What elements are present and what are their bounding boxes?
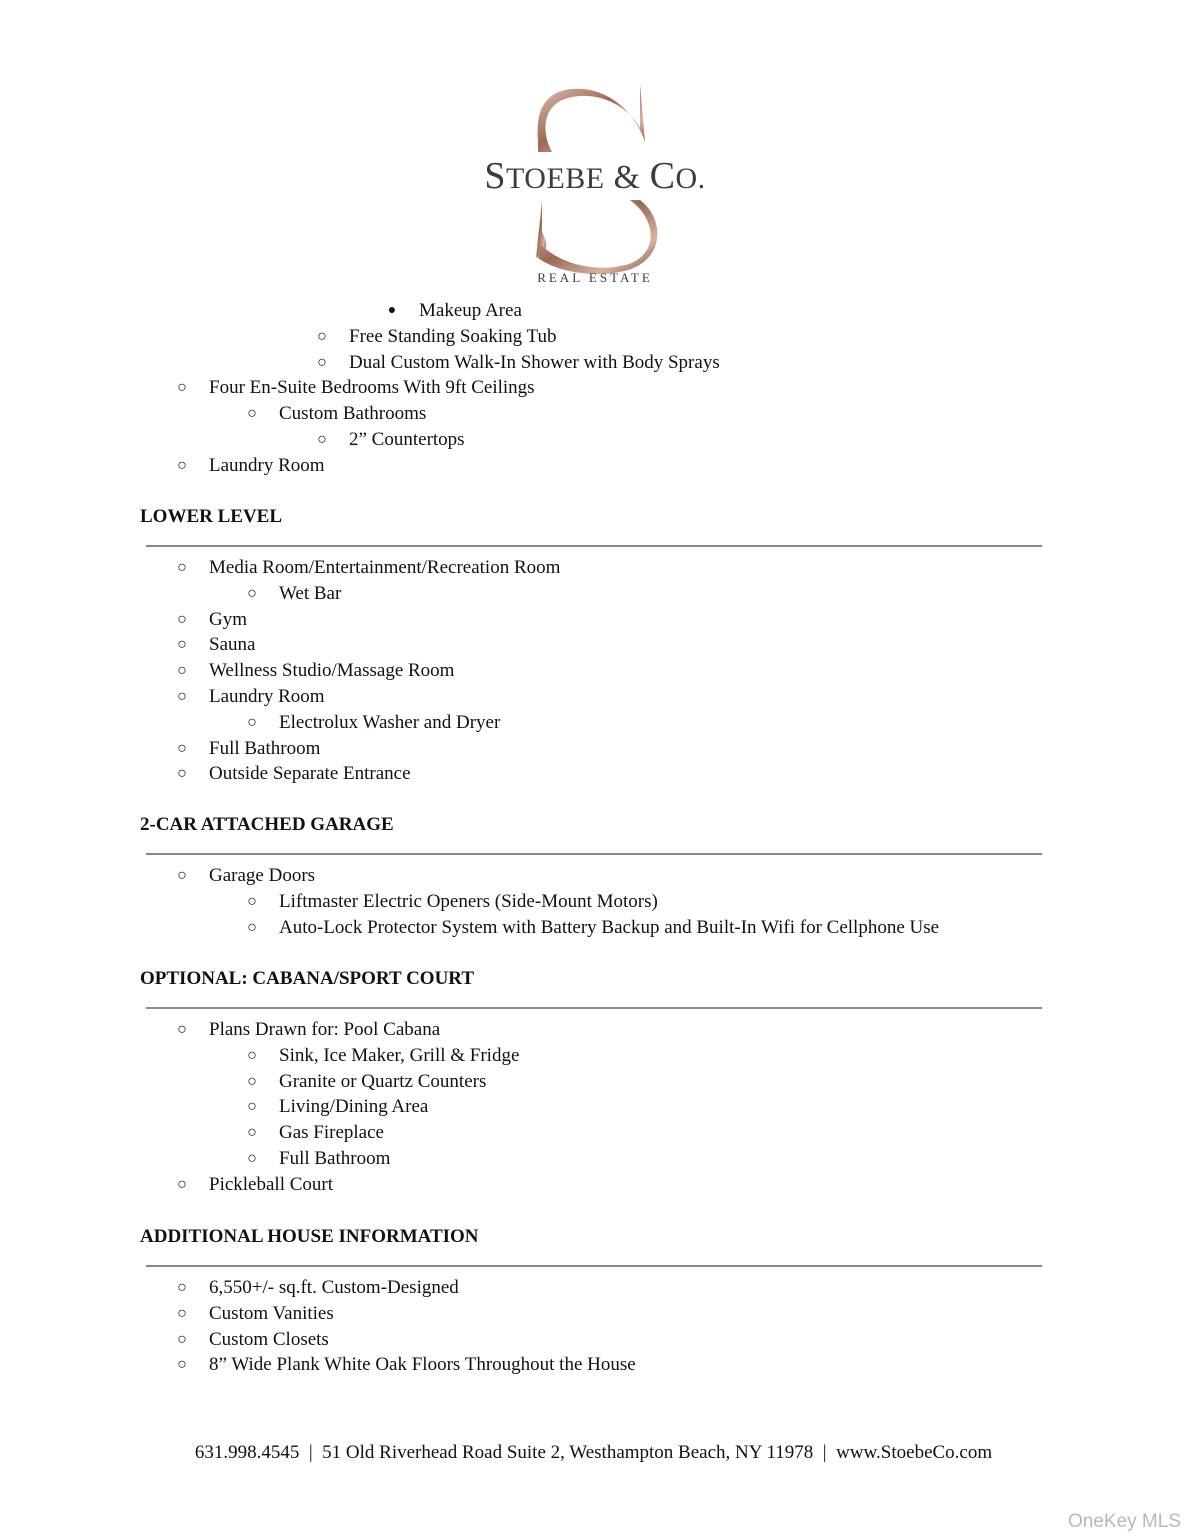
- list-item: Makeup Area: [419, 300, 522, 321]
- list-bullet: ○: [247, 584, 257, 602]
- list-bullet: ○: [177, 559, 187, 576]
- list-bullet: ○: [177, 1021, 187, 1038]
- list-bullet: ○: [247, 918, 257, 936]
- list-item: Laundry Room: [209, 686, 325, 707]
- list-item: Gym: [209, 608, 247, 630]
- contact-footer: 631.998.4545 | 51 Old Riverhead Road Suite 2, Westhampton Beach, NY 11978 | www.StoebeCo.com: [194, 1442, 993, 1463]
- list-item: Wet Bar: [279, 582, 342, 604]
- mls-watermark: OneKey MLS: [1068, 1511, 1181, 1532]
- list-bullet: ○: [317, 431, 327, 448]
- list-bullet: ○: [177, 1279, 187, 1296]
- list-item: Full Bathroom: [279, 1148, 391, 1169]
- list-bullet: ○: [177, 739, 187, 757]
- list-item: Granite or Quartz Counters: [279, 1070, 487, 1092]
- list-bullet: ○: [247, 1072, 257, 1090]
- list-bullet: ○: [177, 688, 187, 705]
- section-heading: 2-CAR ATTACHED GARAGE: [140, 814, 394, 835]
- list-item: Sauna: [209, 634, 256, 656]
- list-bullet: ○: [247, 1150, 257, 1167]
- company-logo: [480, 72, 710, 292]
- list-bullet: ○: [247, 405, 257, 423]
- list-item: Full Bathroom: [209, 737, 321, 759]
- list-item: Custom Vanities: [209, 1302, 334, 1324]
- list-item: Sink, Ice Maker, Grill & Fridge: [279, 1044, 520, 1066]
- list-bullet: ○: [317, 327, 327, 345]
- list-item: Dual Custom Walk-In Shower with Body Sprays: [349, 351, 720, 373]
- list-item: Garage Doors: [209, 865, 316, 886]
- list-bullet: ○: [177, 867, 187, 884]
- list-item: Gas Fireplace: [279, 1122, 384, 1144]
- list-item: Plans Drawn for: Pool Cabana: [209, 1019, 441, 1040]
- section-divider: [146, 1007, 1042, 1009]
- logo-wordmark: STOEBE & CO.: [484, 155, 706, 197]
- list-bullet: ○: [177, 610, 187, 628]
- list-bullet: ○: [177, 765, 187, 783]
- section-heading: LOWER LEVEL: [140, 506, 283, 527]
- list-item: Outside Separate Entrance: [209, 763, 411, 785]
- list-bullet: ○: [247, 713, 257, 731]
- section-heading: ADDITIONAL HOUSE INFORMATION: [140, 1226, 479, 1247]
- list-item: Free Standing Soaking Tub: [349, 325, 557, 347]
- list-item: Custom Bathrooms: [279, 403, 427, 425]
- list-bullet: ○: [247, 1046, 257, 1064]
- list-bullet: ●: [387, 303, 397, 318]
- list-bullet: ○: [177, 1330, 187, 1348]
- list-item: Four En-Suite Bedrooms With 9ft Ceilings: [209, 377, 535, 399]
- list-bullet: ○: [247, 1098, 257, 1116]
- list-item: 8” Wide Plank White Oak Floors Throughout the House: [209, 1354, 636, 1376]
- section-divider: [146, 545, 1042, 547]
- list-item: Media Room/Entertainment/Recreation Room: [209, 557, 561, 578]
- logo-subtitle: REAL ESTATE: [537, 270, 653, 285]
- section-heading: OPTIONAL: CABANA/SPORT COURT: [140, 968, 475, 989]
- list-item: Laundry Room: [209, 454, 325, 476]
- list-item: Wellness Studio/Massage Room: [209, 660, 455, 682]
- list-item: 6,550+/- sq.ft. Custom-Designed: [209, 1277, 459, 1298]
- list-item: Living/Dining Area: [279, 1096, 429, 1118]
- list-item: Auto-Lock Protector System with Battery Backup and Built-In Wifi for Cellphone Use: [279, 916, 940, 938]
- list-bullet: ○: [247, 1124, 257, 1142]
- list-item: Electrolux Washer and Dryer: [279, 711, 501, 733]
- list-bullet: ○: [177, 636, 187, 654]
- list-bullet: ○: [177, 1304, 187, 1322]
- list-bullet: ○: [177, 662, 187, 680]
- list-bullet: ○: [177, 1175, 187, 1193]
- list-bullet: ○: [177, 1356, 187, 1374]
- list-item: Custom Closets: [209, 1328, 329, 1350]
- list-bullet: ○: [177, 456, 187, 474]
- list-bullet: ○: [247, 892, 257, 910]
- list-item: 2” Countertops: [349, 429, 465, 450]
- section-divider: [146, 1265, 1042, 1267]
- list-bullet: ○: [177, 379, 187, 397]
- section-divider: [146, 853, 1042, 855]
- list-item: Liftmaster Electric Openers (Side-Mount Motors): [279, 890, 658, 912]
- list-item: Pickleball Court: [209, 1173, 334, 1195]
- list-bullet: ○: [317, 353, 327, 371]
